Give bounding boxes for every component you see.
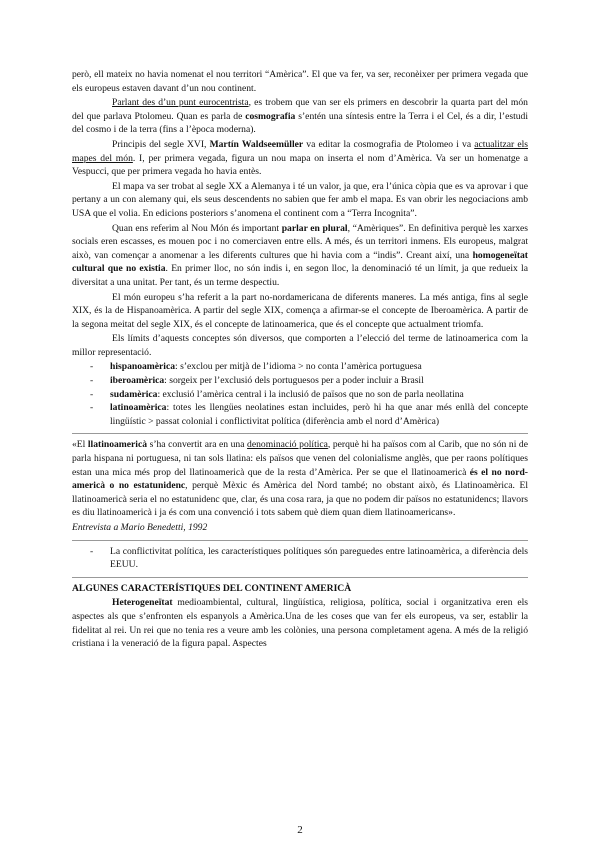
text: . En primer lloc, no són indis i, en segon lloc, la denominació té un límit, ja que redueix la diversitat a una unitat. Per tant, és un terme despectiu. bbox=[72, 263, 528, 288]
list-text: : sorgeix per l’exclusió dels portuguesos per a poder incluir a Brasil bbox=[164, 375, 424, 387]
note-list bbox=[72, 545, 528, 572]
paragraph: però, ell mateix no havia nomenat el nou territori “Amèrica”. El que va fer, va ser, reconèixer per primera vegada que els europeus estaven davant d’un nou continent. bbox=[72, 69, 528, 94]
quote-source: Entrevista a Mario Benedetti, 1992 bbox=[72, 522, 208, 533]
dash-marker: - bbox=[90, 402, 94, 414]
text: , perquè Mèxic és Amèrica del Nord també; no obstant això, és Llatinoamèrica. El llatinoamericà seria el no estatunidenc que, clar, és una cosa rara, ja que no podem dir països no estatunidencs; llavors es diu llatinoamericà i ja és com una convenció i tots sabem què diem quan diem llatinoamericans». bbox=[72, 480, 528, 519]
text: , es trobem que van ser els primers en descobrir la quarta part del món del que parlava Ptolomeu. Quan es parla de bbox=[72, 97, 528, 122]
paragraph: Els límits d’aquests conceptes són diversos, que comporten a l’elecció del terme de latinoamerica com la millor representació. bbox=[72, 333, 528, 358]
text: s’ha convertit ara en una bbox=[147, 439, 248, 451]
underlined-phrase: denominació política bbox=[247, 439, 328, 451]
list-item bbox=[72, 401, 528, 428]
list-item bbox=[72, 388, 528, 402]
quote-block bbox=[72, 438, 528, 520]
list-text: : exclusió l’amèrica central i la inclusió de països que no son de parla neollatina bbox=[157, 388, 464, 400]
paragraph: El mapa va ser trobat al segle XX a Alemanya i té un valor, ja que, era l’única còpia que es va aprovar i que pertany a un con alemany qui, els seus descendents no sabien que fer amb el mapa. Es van obrir les negociacions amb USA que el volia. En edicions posteriors s’anomena el continent com a “Terra Incognita”. bbox=[72, 180, 528, 219]
text: Quan ens referim al Nou Món és important bbox=[112, 222, 282, 234]
dash-marker: - bbox=[90, 388, 94, 400]
paragraph bbox=[72, 222, 528, 290]
list-item bbox=[72, 545, 528, 572]
list-text: : s’exclou per mitjà de l’idioma > no conta l’amèrica portuguesa bbox=[175, 361, 422, 373]
page-number: 2 bbox=[297, 824, 303, 836]
divider bbox=[72, 540, 528, 541]
list-term: hispanoamèrica bbox=[110, 361, 176, 373]
paragraph bbox=[72, 96, 528, 137]
section-heading: ALGUNES CARACTERÍSTIQUES DEL CONTINENT AMERICÀ bbox=[72, 582, 352, 594]
divider bbox=[72, 433, 528, 434]
divider bbox=[72, 577, 528, 578]
text: , perquè hi ha països com al Carib, que no són ni de parla hispana ni portuguesa, ni tan sols llatina: els països que venen del colonialisme anglès, que per raons polítiques estan una mica més prop del llatinoamericà que de la resta d’Amèrica. Per se que el llatinoamericà bbox=[72, 439, 528, 478]
dash-marker: - bbox=[90, 545, 94, 557]
text: s’entén una síntesis entre la Terra i el Cel, és a dir, l’estudi del cosmo i de la terra (fins a l’època moderna). bbox=[72, 110, 528, 136]
text: «El bbox=[72, 439, 88, 451]
underlined-phrase: actualitzar els mapes del món bbox=[72, 138, 529, 164]
bold-term: parlar en plural bbox=[281, 222, 348, 234]
document-page bbox=[72, 68, 528, 652]
bold-term: Heterogeneïtat bbox=[112, 597, 173, 609]
list-term: iberoamèrica bbox=[110, 375, 165, 387]
text: Principis del segle XVI, bbox=[112, 138, 210, 150]
text: . I, per primera vegada, figura un nou mapa on inserta el nom d’Amèrica. Va ser un homenatge a Vespucci, que per primera vegada ho havia entès. bbox=[72, 152, 528, 178]
dash-marker: - bbox=[90, 375, 94, 387]
list-item bbox=[72, 374, 528, 388]
text: medioambiental, cultural, lingüística, religiosa, política, social i organitzativa eren els aspectes als que s’enfronten els espanyols a Amèrica.Una de les coses que van fer els europeus, va ser, establir la fidelitat al rei. Un rei que no tenia res a veure amb les colònies, una persona completament agena. A més de la religió cristiana i la veneració de la figura papal. Aspectes bbox=[72, 597, 528, 650]
list-item bbox=[72, 360, 528, 374]
bold-term: és el no nord-americà o no estatunidenc bbox=[72, 466, 528, 492]
text: va editar la cosmografia de Ptolomeo i va bbox=[303, 138, 475, 150]
text: , “Amèriques”. En definitiva perquè les xarxes socials eren escasses, es mouen poc i no comerciaven entre ells. A més, és un territori inmens. Els europeus, malgrat això, van començar a anomenar a les diferents cultures que hi havia com a “indis”. Creant així, una bbox=[72, 222, 528, 261]
bold-term: llatinoamericà bbox=[87, 439, 148, 451]
bold-term: cosmografia bbox=[245, 110, 296, 122]
paragraph bbox=[72, 596, 528, 650]
paragraph: El món europeu s’ha referit a la part no-nordamericana de diferents maneres. La més antiga, fins al segle XIX, és la de Hispanoamèrica. A partir del segle XIX, comença a afirmar-se el concepte de Iberoamèrica. A partir de la segona meitat del segle XIX, és el concepte de latinoamerica, que és el concepte que actualment triomfa. bbox=[72, 291, 528, 330]
bold-term: homogeneïtat cultural que no existia bbox=[72, 249, 528, 275]
list-text: : totes les llengües neolatines estan incluides, però hi ha que anar més enllà del concepte lingüístic > passat colonial i conflictivitat política (diferència amb el nord d’Amèrica) bbox=[110, 402, 528, 427]
paragraph bbox=[72, 138, 528, 179]
list-term: sudamèrica bbox=[110, 388, 158, 400]
bold-term: Martín Waldseemüller bbox=[209, 138, 304, 150]
list-text: La conflictivitat política, les característiques polítiques són pareguedes entre latinoamèrica, a diferència dels EEUU. bbox=[110, 545, 528, 571]
list-term: latinoamèrica bbox=[110, 402, 167, 414]
term-list bbox=[72, 360, 528, 428]
dash-marker: - bbox=[90, 361, 94, 373]
underlined-phrase: Parlant des d’un punt eurocentrista bbox=[112, 97, 249, 109]
